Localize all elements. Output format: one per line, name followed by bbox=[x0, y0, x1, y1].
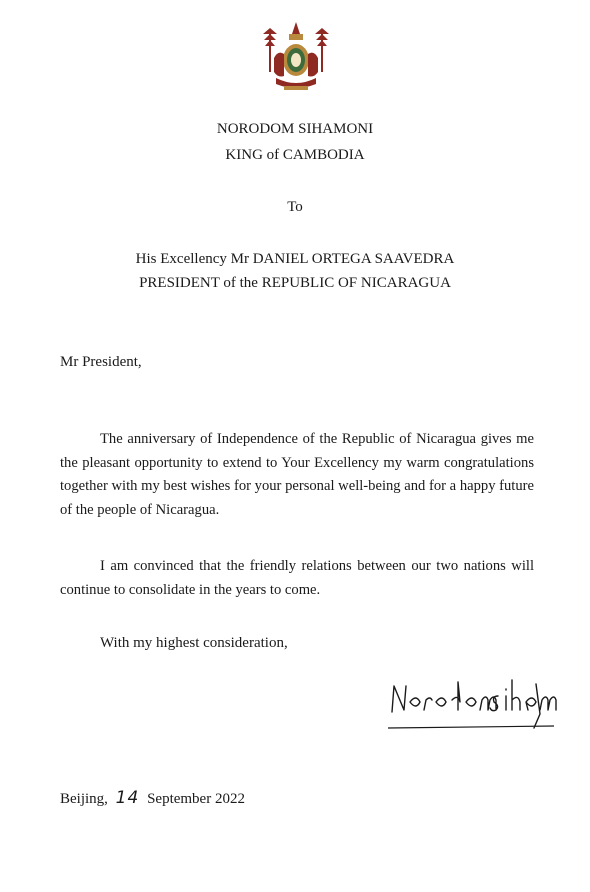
sender-name: NORODOM SIHAMONI bbox=[216, 121, 374, 137]
date-place: Beijing, bbox=[60, 791, 108, 807]
salutation: Mr President, bbox=[60, 354, 142, 370]
recipient-title: PRESIDENT of the REPUBLIC OF NICARAGUA bbox=[139, 275, 451, 291]
dateline bbox=[60, 788, 245, 808]
handwritten-signature bbox=[386, 672, 558, 734]
recipient-name: His Excellency Mr DANIEL ORTEGA SAAVEDRA bbox=[135, 251, 455, 267]
date-month-year: September 2022 bbox=[147, 791, 245, 807]
to-label: To bbox=[287, 199, 303, 215]
body-paragraph-2: I am convinced that the friendly relations between our two nations will continue to consolidate in the years to come. bbox=[60, 558, 534, 598]
body-paragraph-1: The anniversary of Independence of the Republic of Nicaragua gives me the pleasant opportunity to extend to Your Excellency my warm congratulations together with my best wishes for your personal well-being and for a happy future of the people of Nicaragua. bbox=[60, 431, 534, 518]
closing-line: With my highest consideration, bbox=[100, 635, 288, 651]
date-day-handwritten: 14 bbox=[115, 788, 140, 808]
sender-title: KING of CAMBODIA bbox=[225, 147, 365, 163]
royal-coat-of-arms bbox=[258, 20, 334, 96]
